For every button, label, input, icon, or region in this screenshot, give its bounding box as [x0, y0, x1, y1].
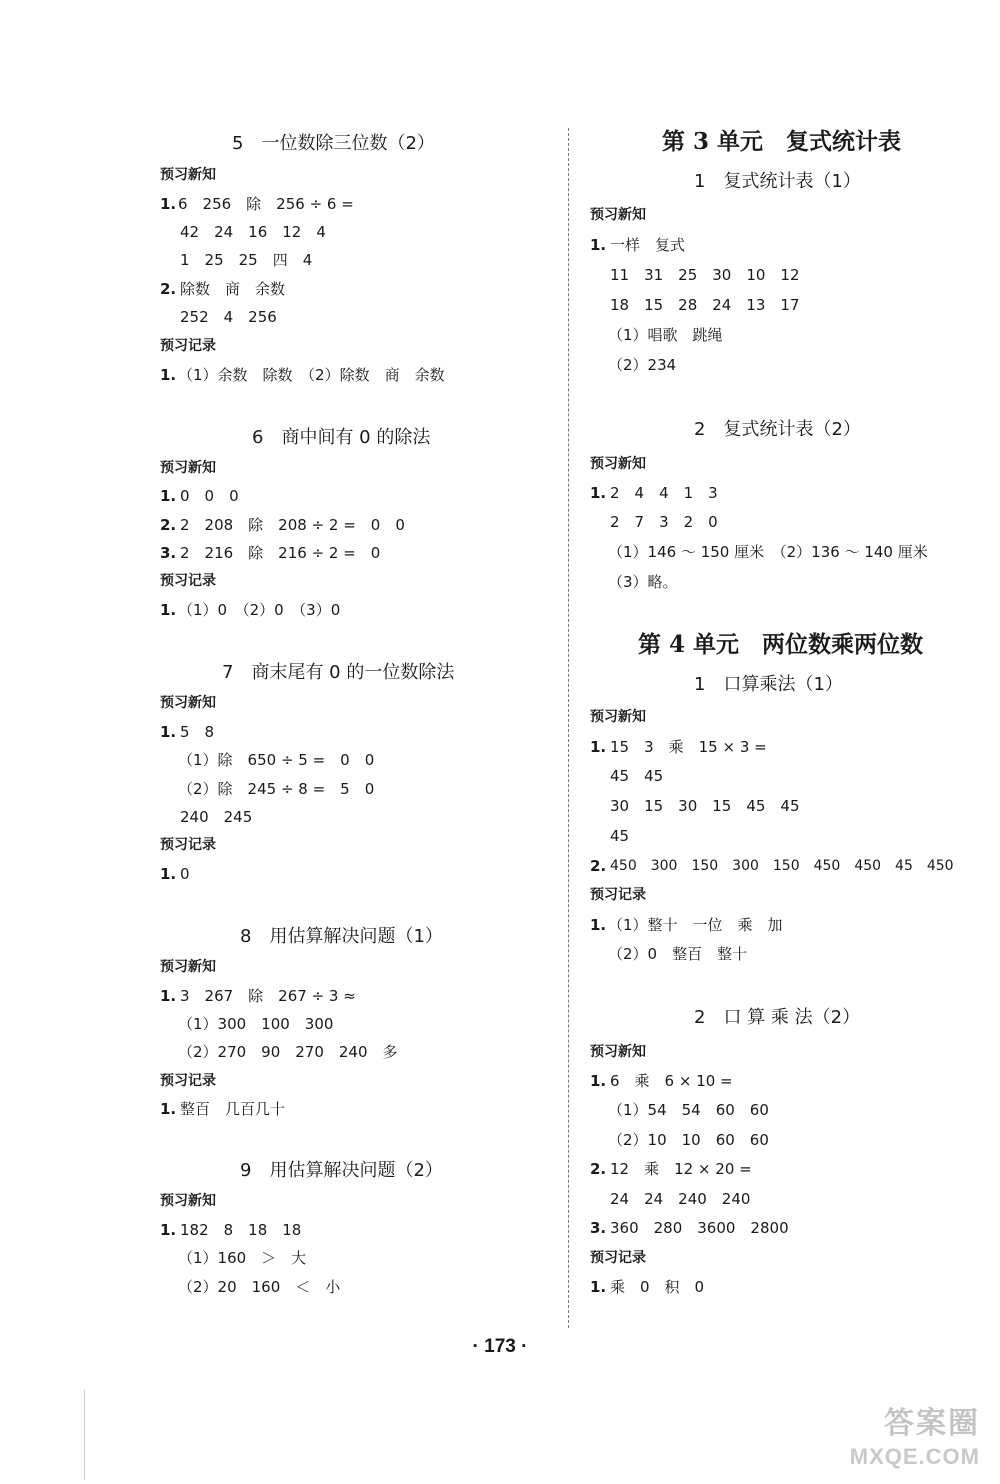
label-preview-record: 预习记录 — [160, 573, 216, 589]
answer-line: （1）唱歌 跳绳 — [608, 326, 723, 344]
question-number: 1. — [590, 1072, 607, 1090]
answer-line: 除数 商 余数 — [180, 280, 286, 298]
answer-line: （2）234 — [608, 356, 677, 374]
answer-line: 252 4 256 — [180, 308, 277, 326]
answer-line: 6 乘 6 × 10 = — [610, 1072, 733, 1090]
answer-line: 450 300 150 300 150 450 450 45 450 — [610, 858, 954, 874]
answer-line: （1）160 ＞ 大 — [178, 1249, 307, 1267]
answer-line: 0 — [180, 865, 190, 883]
answer-line: （1）整十 一位 乘 加 — [608, 916, 783, 934]
section-title-u4-2: 2 口 算 乘 法（2） — [694, 1007, 861, 1028]
question-number: 1. — [590, 236, 607, 254]
answer-line: 3 267 除 267 ÷ 3 ≈ — [180, 987, 356, 1005]
answer-line: 1 25 25 四 4 — [180, 251, 313, 269]
answer-line: （1）300 100 300 — [178, 1015, 334, 1033]
label-preview-new: 预习新知 — [590, 456, 646, 472]
answer-line: 45 — [610, 827, 630, 845]
answer-line: 182 8 18 18 — [180, 1221, 302, 1239]
question-number: 1. — [590, 738, 607, 756]
answer-line: （1）54 54 60 60 — [608, 1101, 769, 1119]
answer-line: 2 4 4 1 3 — [610, 484, 718, 502]
label-preview-record: 预习记录 — [590, 887, 646, 903]
question-number: 2. — [160, 280, 177, 298]
section-title-u3-1: 1 复式统计表（1） — [694, 171, 861, 192]
question-number: 1. — [160, 1221, 177, 1239]
answer-line: 240 245 — [180, 808, 253, 826]
answer-line: 12 乘 12 × 20 = — [610, 1160, 752, 1178]
answer-line: 乘 0 积 0 — [610, 1278, 705, 1296]
answer-line: （1）146 ～ 150 厘米 （2）136 ～ 140 厘米 — [608, 543, 928, 561]
answer-line: 42 24 16 12 4 — [180, 223, 326, 241]
watermark-logo: 答案圈 — [884, 1406, 980, 1441]
question-number: 2. — [160, 516, 177, 534]
answer-line: 2 7 3 2 0 — [610, 513, 718, 531]
watermark — [830, 1398, 980, 1470]
answer-line: （2）0 整百 整十 — [608, 945, 748, 963]
question-number: 1. — [160, 487, 177, 505]
label-preview-record: 预习记录 — [160, 837, 216, 853]
label-preview-record: 预习记录 — [160, 338, 216, 354]
label-preview-new: 预习新知 — [590, 709, 646, 725]
page-number: · 173 · — [472, 1336, 528, 1357]
question-number: 3. — [160, 544, 177, 562]
scan-edge-line — [84, 1390, 85, 1480]
question-number: 3. — [590, 1219, 607, 1237]
answer-line: （2）270 90 270 240 多 — [178, 1043, 398, 1061]
answer-line: 360 280 3600 2800 — [610, 1219, 789, 1237]
label-preview-new: 预习新知 — [590, 207, 646, 223]
label-preview-record: 预习记录 — [160, 1073, 216, 1089]
answer-line: 0 0 0 — [180, 487, 239, 505]
answer-line: （2）除 245 ÷ 8 = 5 0 — [178, 780, 375, 798]
question-number: 1. — [160, 601, 177, 619]
label-preview-new: 预习新知 — [160, 460, 216, 476]
answer-line: （3）略。 — [608, 573, 678, 591]
question-number: 1. — [160, 366, 177, 384]
question-number: 1. — [160, 195, 177, 213]
section-title-u4-1: 1 口算乘法（1） — [694, 674, 843, 695]
label-preview-new: 预习新知 — [160, 695, 216, 711]
unit-title-4: 第 4 单元 两位数乘两位数 — [638, 631, 924, 658]
section-title-5: 5 一位数除三位数（2） — [232, 133, 435, 154]
answer-line: （1）除 650 ÷ 5 = 0 0 — [178, 751, 375, 769]
section-title-7: 7 商末尾有 0 的一位数除法 — [222, 662, 455, 683]
section-title-6: 6 商中间有 0 的除法 — [252, 427, 431, 448]
answer-line: 2 216 除 216 ÷ 2 = 0 — [180, 544, 381, 562]
answer-line: 30 15 30 15 45 45 — [610, 797, 800, 815]
answer-line: 5 8 — [180, 723, 215, 741]
unit-title-3: 第 3 单元 复式统计表 — [662, 128, 902, 155]
label-preview-record: 预习记录 — [590, 1250, 646, 1266]
answer-line: 24 24 240 240 — [610, 1190, 751, 1208]
question-number: 1. — [160, 865, 177, 883]
answer-line: 整百 几百几十 — [180, 1100, 286, 1118]
question-number: 2. — [590, 857, 607, 875]
answer-line: 11 31 25 30 10 12 — [610, 266, 800, 284]
label-preview-new: 预习新知 — [160, 167, 216, 183]
column-divider — [568, 128, 569, 1328]
section-title-8: 8 用估算解决问题（1） — [240, 926, 443, 947]
section-title-9: 9 用估算解决问题（2） — [240, 1160, 443, 1181]
question-number: 1. — [590, 484, 607, 502]
answer-line: （1）余数 除数 （2）除数 商 余数 — [178, 366, 445, 384]
watermark-url: MXQE.COM — [849, 1444, 980, 1469]
question-number: 1. — [160, 723, 177, 741]
question-number: 1. — [160, 1100, 177, 1118]
answer-line: 一样 复式 — [610, 236, 686, 254]
answer-line: 18 15 28 24 13 17 — [610, 296, 800, 314]
section-title-u3-2: 2 复式统计表（2） — [694, 419, 861, 440]
answer-line: 6 256 除 256 ÷ 6 = — [178, 195, 354, 213]
answer-line: 15 3 乘 15 × 3 = — [610, 738, 767, 756]
label-preview-new: 预习新知 — [160, 1193, 216, 1209]
answer-line: 45 45 — [610, 767, 664, 785]
question-number: 1. — [590, 1278, 607, 1296]
label-preview-new: 预习新知 — [590, 1044, 646, 1060]
question-number: 1. — [160, 987, 177, 1005]
question-number: 1. — [590, 916, 607, 934]
answer-line: 2 208 除 208 ÷ 2 = 0 0 — [180, 516, 405, 534]
label-preview-new: 预习新知 — [160, 959, 216, 975]
answer-line: （2）10 10 60 60 — [608, 1131, 769, 1149]
answer-line: （2）20 160 ＜ 小 — [178, 1278, 341, 1296]
answer-line: （1）0 （2）0 （3）0 — [178, 601, 341, 619]
question-number: 2. — [590, 1160, 607, 1178]
